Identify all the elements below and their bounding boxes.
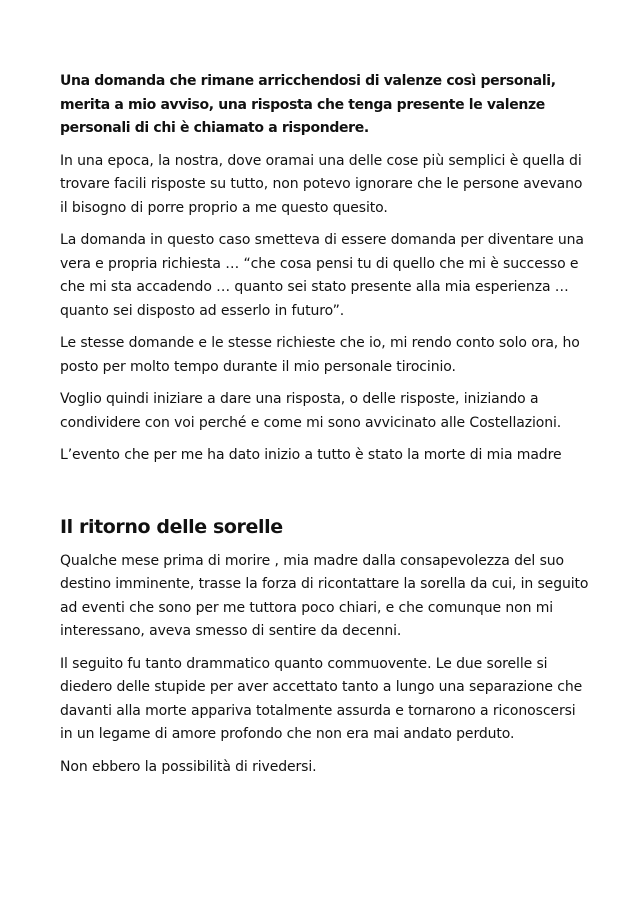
section-paragraph-3: Non ebbero la possibilità di rivedersi. (60, 758, 317, 775)
body-paragraph-2: La domanda in questo caso smetteva di essere domanda per diventare una vera e propria richiesta … “che cosa pensi tu di quello che mi è successo e che mi sta accadendo … quanto sei stato presente alla mia esperienza … quanto sei disposto ad esserlo in futuro”. (60, 232, 584, 319)
section-paragraph-1: Qualche mese prima di morire , mia madre dalla consapevolezza del suo destino imminente, trasse la forza di ricontattare la sorella da cui, in seguito ad eventi che sono per me tuttora poco chiari, e che comunque non mi interessano, aveva smesso di sentire da decenni. (60, 552, 589, 639)
body-paragraph-1: In una epoca, la nostra, dove oramai una delle cose più semplici è quella di trovare facili risposte su tutto, non potevo ignorare che le persone avevano il bisogno di porre proprio a me questo quesito. (60, 152, 583, 216)
section-ritorno (60, 514, 592, 780)
lead-paragraph: Una domanda che rimane arricchendosi di valenze così personali, merita a mio avviso, una risposta che tenga presente le valenze personali di chi è chiamato a rispondere. (60, 73, 556, 136)
intro-block (60, 70, 592, 468)
section-paragraph-2: Il seguito fu tanto drammatico quanto commuovente. Le due sorelle si diedero delle stupide per aver accettato tanto a lungo una separazione che davanti alla morte appariva totalmente assurda e tornarono a riconoscersi in un legame di amore profondo che non era mai andato perduto. (60, 655, 583, 742)
document-page (60, 70, 592, 779)
body-paragraph-3: Le stesse domande e le stesse richieste che io, mi rendo conto solo ora, ho posto per molto tempo durante il mio personale tirocinio. (60, 335, 580, 375)
body-paragraph-4: Voglio quindi iniziare a dare una risposta, o delle risposte, iniziando a condividere con voi perché e come mi sono avvicinato alle Costellazioni. (60, 391, 562, 431)
body-paragraph-5: L’evento che per me ha dato inizio a tutto è stato la morte di mia madre (60, 447, 562, 463)
section-heading: Il ritorno delle sorelle (60, 515, 283, 538)
